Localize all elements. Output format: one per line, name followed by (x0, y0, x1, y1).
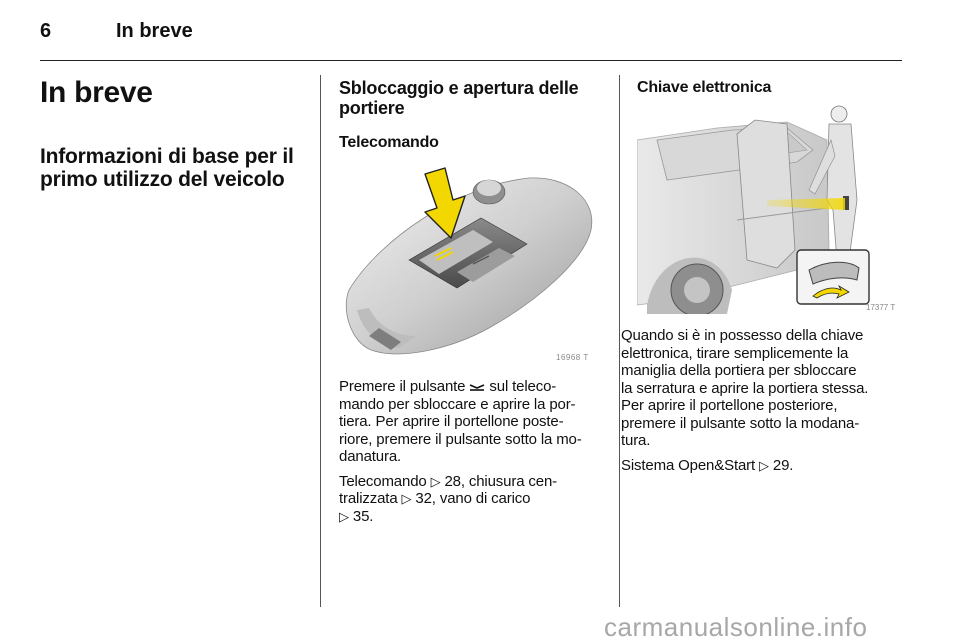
electronic-key-text-block (621, 327, 906, 474)
running-title: In breve (116, 20, 193, 42)
column-divider-right (619, 75, 620, 607)
header-rule (40, 60, 902, 61)
remote-paragraph-1: Premere il pulsante sul teleco- mando per sbloccare e aprire la por- tiera. Per aprire il portellone poste- riore, premere il pulsante sotto la mo- danatura. (339, 378, 582, 465)
remote-heading: Telecomando (339, 134, 439, 151)
chapter-title: In breve (40, 76, 153, 109)
page-reference-icon: ▷ (339, 508, 349, 524)
watermark: carmanualsonline.info (604, 612, 868, 642)
page-reference-icon: ▷ (430, 473, 441, 489)
section-heading: Sbloccaggio e apertura delle portiere (339, 78, 579, 118)
chapter-subtitle: Informazioni di base per il primo utilizzo del veicolo (40, 145, 294, 191)
remote-key-figure (339, 160, 601, 368)
page-number: 6 (40, 20, 52, 42)
remote-paragraph-2: Telecomando ▷ 28, chiusura cen- tralizzata ▷ 32, vano di carico ▷ 35. (339, 472, 557, 525)
electronic-key-figure-code: 17377 T (866, 303, 896, 312)
electronic-key-figure (637, 100, 901, 314)
remote-text-block (339, 378, 609, 525)
electronic-key-paragraph-2: Sistema Open&Start ▷ 29. (621, 456, 794, 474)
remote-key-illustration (339, 160, 601, 368)
remote-figure-code: 16968 T (556, 353, 589, 362)
unlock-button-icon (469, 382, 485, 392)
page-reference-icon: ▷ (759, 457, 769, 473)
car-door-illustration (637, 100, 901, 314)
door-handle-inset (797, 250, 869, 304)
page-reference-icon: ▷ (401, 491, 412, 506)
electronic-key-paragraph-1: Quando si è in possesso della chiave elettronica, tirare semplicemente la maniglia della portiera per sbloccare la serratura e aprire la portiera stessa. Per aprire il portellone posteriore, premere il pulsante sotto la modana- tura. (621, 327, 869, 449)
electronic-key-heading: Chiave elettronica (637, 79, 772, 96)
column-divider-left (320, 75, 321, 607)
